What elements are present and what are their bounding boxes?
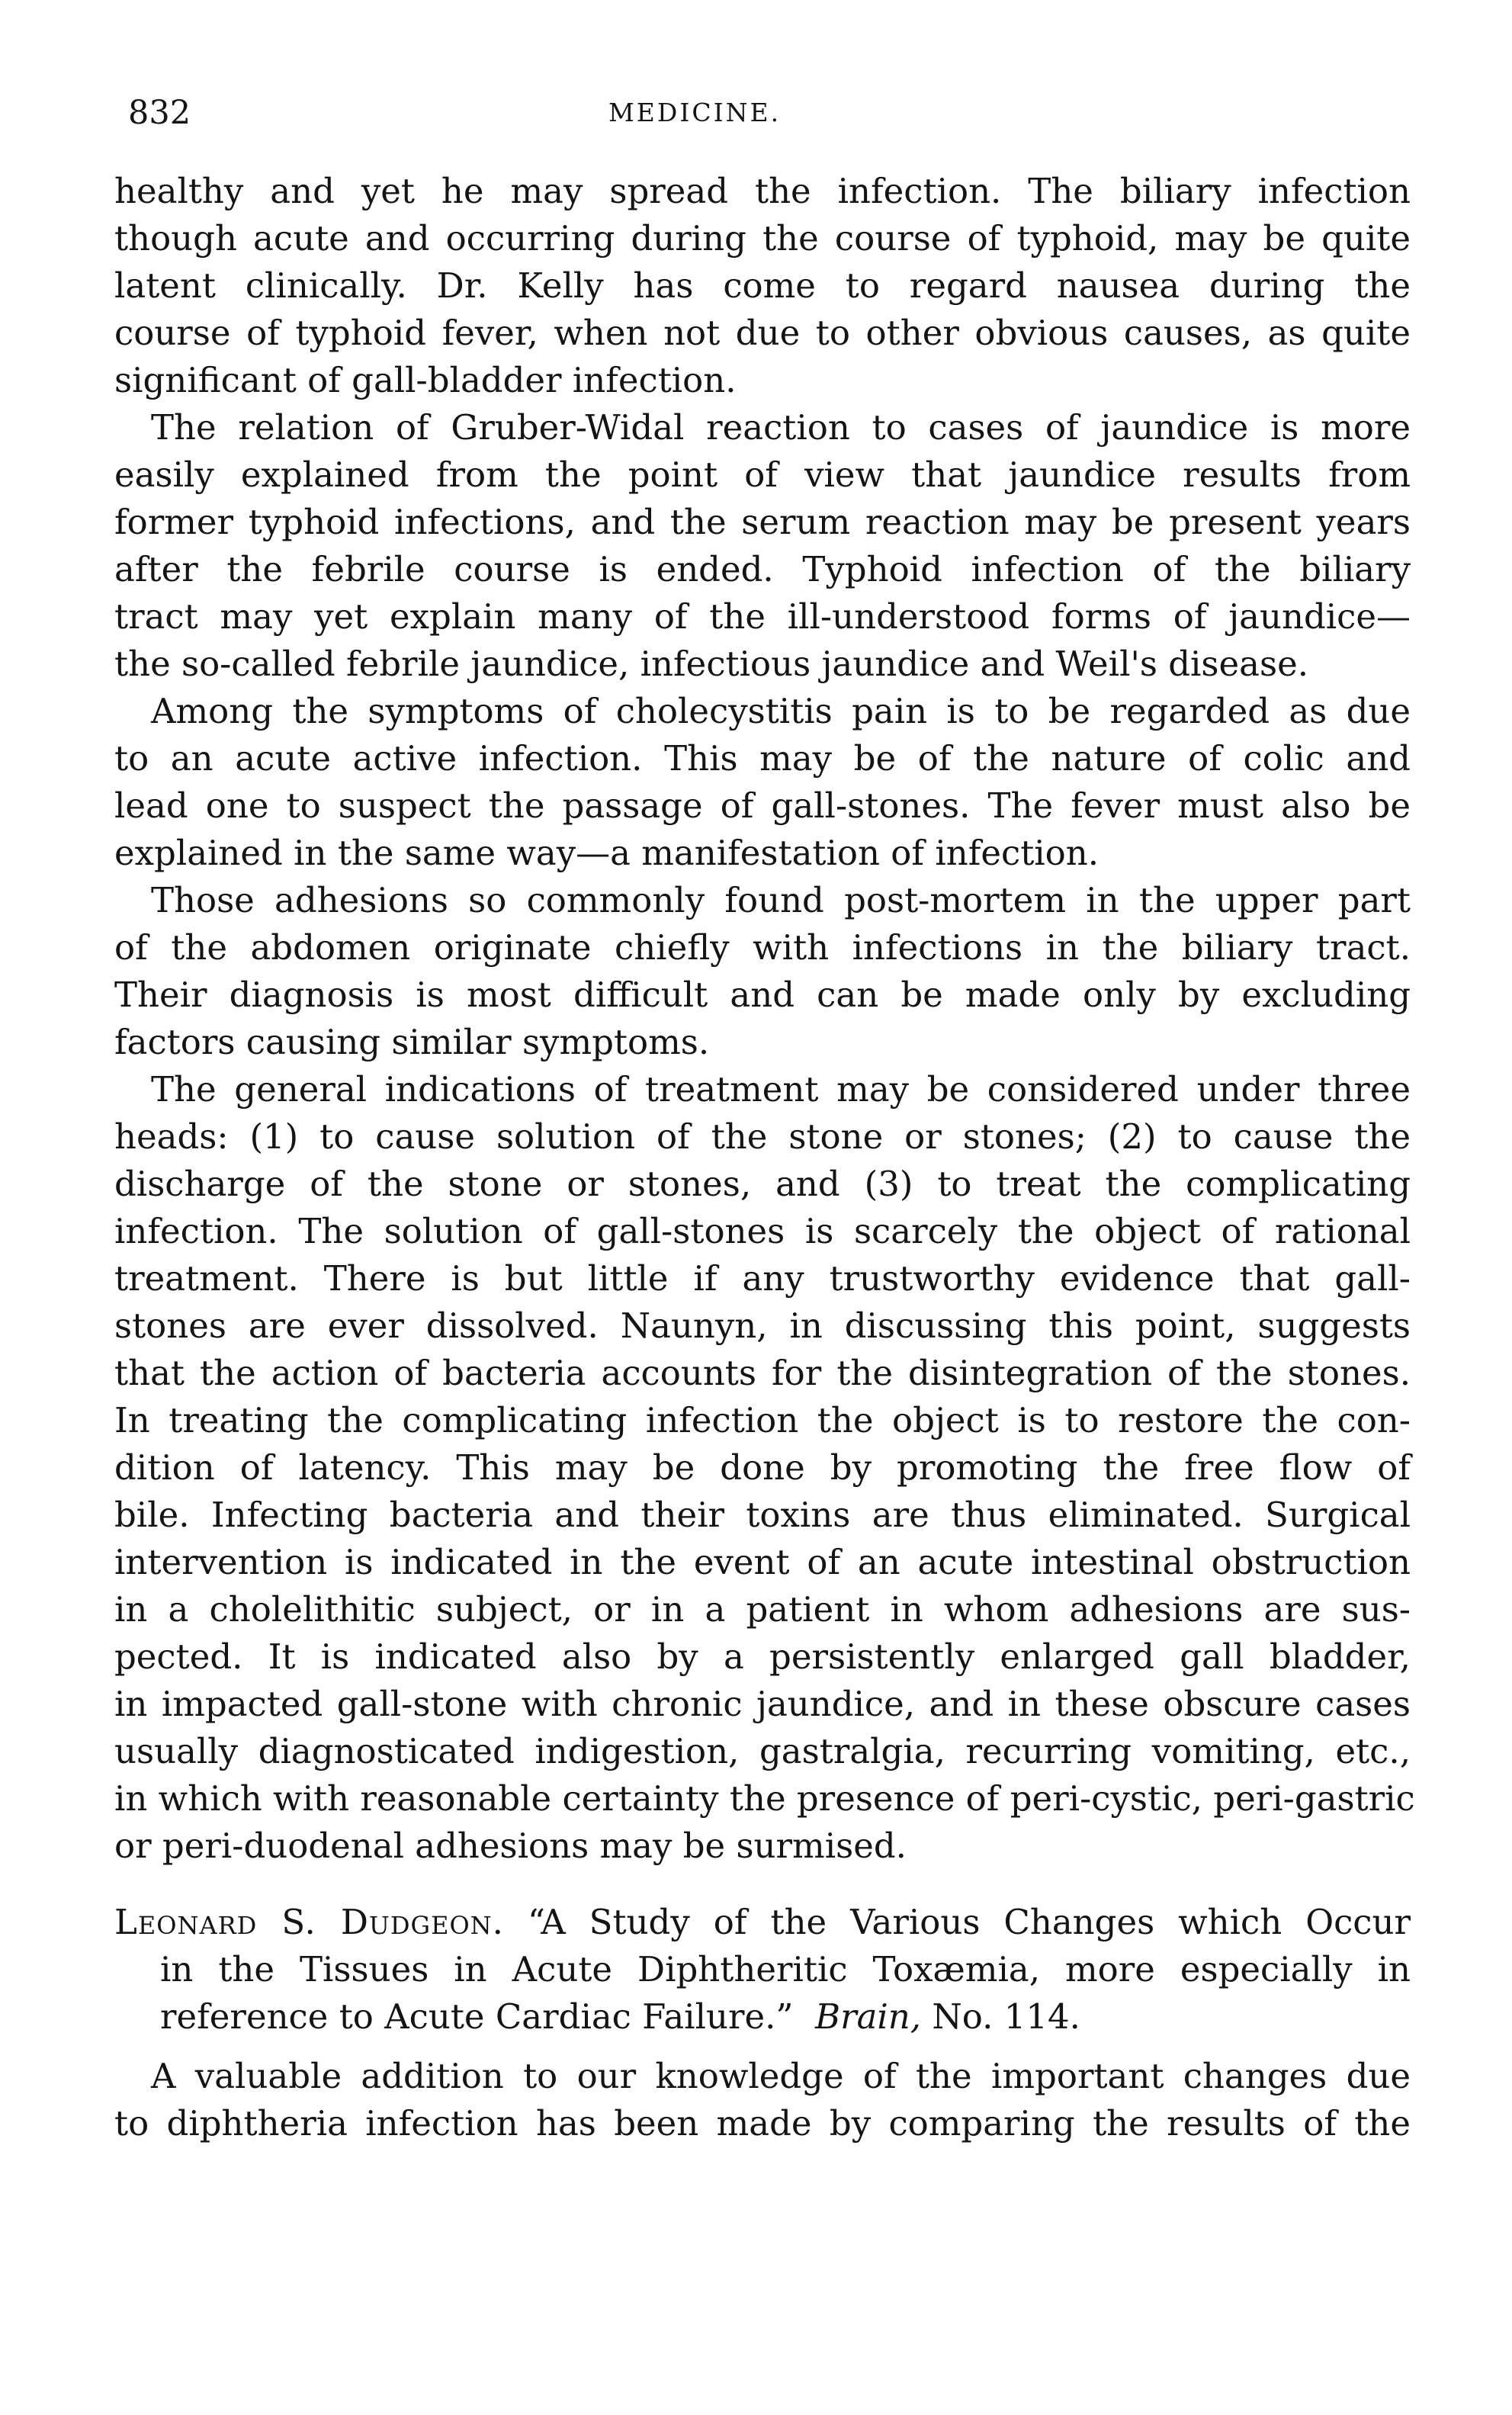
text-line: that the action of bacteria accounts for the disintegration of the stones.	[114, 1353, 1411, 1393]
text-line: though acute and occurring during the course of typhoid, may be quite	[114, 218, 1411, 259]
text-line: intervention is indicated in the event of an acute intestinal obstruction	[114, 1542, 1411, 1582]
text-line: in a cholelithitic subject, or in a patient in whom adhesions are sus-	[114, 1589, 1411, 1630]
running-head	[128, 90, 1424, 136]
reference-title-start: “A Study of the Various Changes which Occur	[527, 1902, 1411, 1942]
text-line: Among the symptoms of cholecystitis pain is to be regarded as due	[151, 691, 1411, 731]
paragraph-diphtheria	[114, 2053, 1411, 2147]
text-line: Those adhesions so commonly found post-mortem in the upper part	[151, 880, 1411, 920]
text-line: healthy and yet he may spread the infection. The biliary infection	[114, 171, 1411, 211]
text-line: to diphtheria infection has been made by comparing the results of the	[114, 2103, 1411, 2144]
text-line: Their diagnosis is most difficult and can be made only by excluding	[114, 975, 1411, 1015]
text-line: after the febrile course is ended. Typhoid infection of the biliary	[114, 549, 1411, 589]
text-line: dition of latency. This may be done by promoting the free flow of	[114, 1447, 1411, 1488]
text-line: treatment. There is but little if any trustworthy evidence that gall-	[114, 1258, 1411, 1299]
paragraph-cholecystitis	[114, 688, 1411, 877]
text-line: A valuable addition to our knowledge of the important changes due	[151, 2056, 1411, 2096]
paragraph-adhesions	[114, 877, 1411, 1066]
text-line: of the abdomen originate chiefly with infections in the biliary tract.	[114, 927, 1411, 968]
text-line: The relation of Gruber-Widal reaction to cases of jaundice is more	[151, 407, 1411, 448]
reference-line: in the Tissues in Acute Diphtheritic Toxæmia, more especially in	[160, 1949, 1411, 1989]
text-line: latent clinically. Dr. Kelly has come to regard nausea during the	[114, 265, 1411, 306]
text-line: In treating the complicating infection the object is to restore the con-	[114, 1400, 1411, 1440]
text-line: tract may yet explain many of the ill-understood forms of jaundice—	[114, 596, 1411, 637]
reference-author: Leonard S. Dudgeon.	[114, 1902, 504, 1942]
text-line: former typhoid infections, and the serum reaction may be present years	[114, 502, 1411, 542]
text-line: usually diagnosticated indigestion, gastralgia, recurring vomiting, etc.,	[114, 1731, 1411, 1771]
paragraph-treatment	[114, 1066, 1415, 1870]
reference-line	[114, 1993, 1411, 2041]
text-line: in which with reasonable certainty the presence of peri-cystic, peri-gastric	[114, 1778, 1415, 1819]
bibliographic-reference	[114, 1899, 1411, 2041]
body-text	[114, 168, 1415, 2147]
journal-issue: No. 114.	[932, 1996, 1080, 2037]
text-line: discharge of the stone or stones, and (3) to treat the complicating	[114, 1164, 1411, 1204]
journal-name: Brain,	[815, 1996, 922, 2037]
reference-title-end: reference to Acute Cardiac Failure.”	[160, 1996, 794, 2037]
text-line: or peri-duodenal adhesions may be surmised.	[114, 1826, 907, 1866]
text-line: infection. The solution of gall-stones is scarcely the object of rational	[114, 1211, 1411, 1251]
page-number: 832	[128, 94, 191, 132]
text-line: the so-called febrile jaundice, infectious jaundice and Weil's disease.	[114, 644, 1309, 684]
text-line: lead one to suspect the passage of gall-stones. The fever must also be	[114, 785, 1411, 826]
reference-first-line	[114, 1899, 1411, 1946]
text-line: factors causing similar symptoms.	[114, 1022, 710, 1062]
text-line: stones are ever dissolved. Naunyn, in discussing this point, suggests	[114, 1305, 1411, 1346]
text-line: easily explained from the point of view that jaundice results from	[114, 454, 1411, 495]
text-line: pected. It is indicated also by a persistently enlarged gall bladder,	[114, 1636, 1411, 1677]
text-line: explained in the same way—a manifestation of infection.	[114, 833, 1099, 873]
spacer	[114, 2041, 1411, 2053]
text-line: course of typhoid fever, when not due to other obvious causes, as quite	[114, 313, 1411, 353]
text-line: heads: (1) to cause solution of the stone or stones; (2) to cause the	[114, 1116, 1411, 1157]
text-line: in impacted gall-stone with chronic jaundice, and in these obscure cases	[114, 1684, 1411, 1724]
text-line: to an acute active infection. This may be of the nature of colic and	[114, 738, 1411, 779]
text-line: bile. Infecting bacteria and their toxins are thus eliminated. Surgical	[114, 1495, 1411, 1535]
text-line: significant of gall-bladder infection.	[114, 360, 737, 400]
section-title: MEDICINE.	[608, 98, 782, 127]
text-line: The general indications of treatment may be considered under three	[151, 1069, 1411, 1110]
paragraph-gruber-widal	[114, 404, 1411, 688]
paragraph-continuation	[114, 168, 1411, 404]
